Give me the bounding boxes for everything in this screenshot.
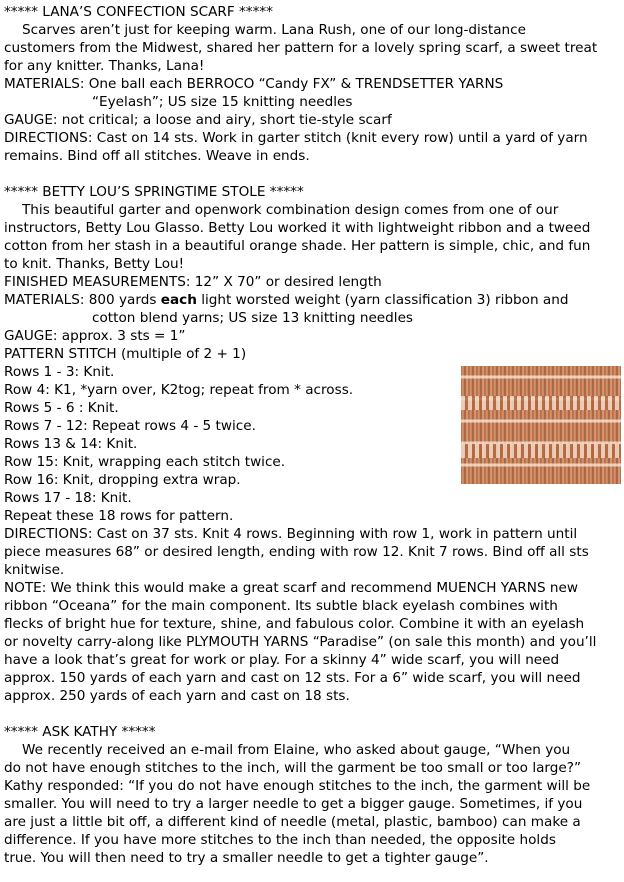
kathy-body-line: smaller. You will need to try a larger needle to get a bigger gauge. Sometimes, if you [4, 796, 583, 812]
lana-materials: MATERIALS: One ball each BERROCO “Candy FX” & TRENDSETTER YARNS [4, 76, 504, 92]
lana-title: ***** LANA’S CONFECTION SCARF ***** [4, 4, 273, 20]
betty-directions: DIRECTIONS: Cast on 37 sts. Knit 4 rows. Beginning with row 1, work in pattern until [4, 526, 578, 542]
betty-pattern-stitch: PATTERN STITCH (multiple of 2 + 1) [4, 346, 247, 362]
betty-intro-line: to knit. Thanks, Betty Lou! [4, 256, 185, 272]
lana-directions: DIRECTIONS: Cast on 14 sts. Work in garter stitch (knit every row) until a yard of yarn [4, 130, 588, 146]
materials-emphasis: each [160, 292, 197, 308]
knitted-stole-swatch-photo [461, 366, 621, 484]
pattern-row: Repeat these 18 rows for pattern. [4, 508, 234, 524]
betty-note: ribbon “Oceana” for the main component. Its subtle black eyelash combines with [4, 598, 558, 614]
lana-intro-line: Scarves aren’t just for keeping warm. Lana Rush, one of our long-distance [22, 22, 526, 38]
betty-intro-line: This beautiful garter and openwork combination design comes from one of our [22, 202, 559, 218]
materials-text: MATERIALS: 800 yards [4, 292, 161, 308]
kathy-body-line: difference. If you have more stitches to the inch than needed, the opposite holds [4, 832, 556, 848]
kathy-title: ***** ASK KATHY ***** [4, 724, 156, 740]
pattern-row: Rows 5 - 6 : Knit. [4, 400, 119, 416]
pattern-row: Rows 7 - 12: Repeat rows 4 - 5 twice. [4, 418, 256, 434]
kathy-body-line: true. You will then need to try a smaller needle to get a tighter gauge”. [4, 850, 489, 866]
betty-title: ***** BETTY LOU’S SPRINGTIME STOLE ***** [4, 184, 304, 200]
pattern-row: Row 16: Knit, dropping extra wrap. [4, 472, 241, 488]
pattern-row: Row 15: Knit, wrapping each stitch twice. [4, 454, 286, 470]
lana-materials-cont: “Eyelash”; US size 15 knitting needles [92, 94, 353, 110]
kathy-body-line: are just a little bit off, a different kind of needle (metal, plastic, bamboo) can make a [4, 814, 581, 830]
betty-gauge: GAUGE: approx. 3 sts = 1” [4, 328, 186, 344]
betty-materials [4, 291, 622, 309]
lana-intro-line: for any knitter. Thanks, Lana! [4, 58, 205, 74]
betty-note: NOTE: We think this would make a great scarf and recommend MUENCH YARNS new [4, 580, 578, 596]
betty-note: or novelty carry-along like PLYMOUTH YARNS “Paradise” (on sale this month) and you’ll [4, 634, 597, 650]
betty-intro-line: cotton from her stash in a beautiful orange shade. Her pattern is simple, chic, and fun [4, 238, 591, 254]
betty-directions: piece measures 68” or desired length, ending with row 12. Knit 7 rows. Bind off all sts [4, 544, 589, 560]
betty-note: approx. 150 yards of each yarn and cast on 12 sts. For a 6” wide scarf, you will need [4, 670, 581, 686]
lana-gauge: GAUGE: not critical; a loose and airy, short tie-style scarf [4, 112, 392, 128]
kathy-body-line: We recently received an e-mail from Elaine, who asked about gauge, “When you [22, 742, 571, 758]
kathy-body-line: Kathy responded: “If you do not have enough stitches to the inch, the garment will be [4, 778, 591, 794]
pattern-row: Rows 13 & 14: Knit. [4, 436, 138, 452]
betty-finished-measurements: FINISHED MEASUREMENTS: 12” X 70” or desired length [4, 274, 382, 290]
materials-text: light worsted weight (yarn classification 3) ribbon and [196, 292, 569, 308]
betty-directions: knitwise. [4, 562, 65, 578]
lana-intro-line: customers from the Midwest, shared her pattern for a lovely spring scarf, a sweet treat [4, 40, 598, 56]
betty-intro-line: instructors, Betty Lou Glasso. Betty Lou worked it with lightweight ribbon and a tweed [4, 220, 591, 236]
betty-note: flecks of bright hue for texture, shine, and fabulous color. Combine it with an eyelash [4, 616, 585, 632]
lana-directions: remains. Bind off all stitches. Weave in ends. [4, 148, 310, 164]
betty-note: have a look that’s great for work or play. For a skinny 4” wide scarf, you will need [4, 652, 560, 668]
pattern-row: Rows 17 - 18: Knit. [4, 490, 132, 506]
pattern-row: Row 4: K1, *yarn over, K2tog; repeat from * across. [4, 382, 354, 398]
kathy-body-line: do not have enough stitches to the inch, will the garment be too small or too large?” [4, 760, 582, 776]
pattern-row: Rows 1 - 3: Knit. [4, 364, 115, 380]
betty-note: approx. 250 yards of each yarn and cast on 18 sts. [4, 688, 350, 704]
betty-materials-cont: cotton blend yarns; US size 13 knitting needles [92, 310, 414, 326]
